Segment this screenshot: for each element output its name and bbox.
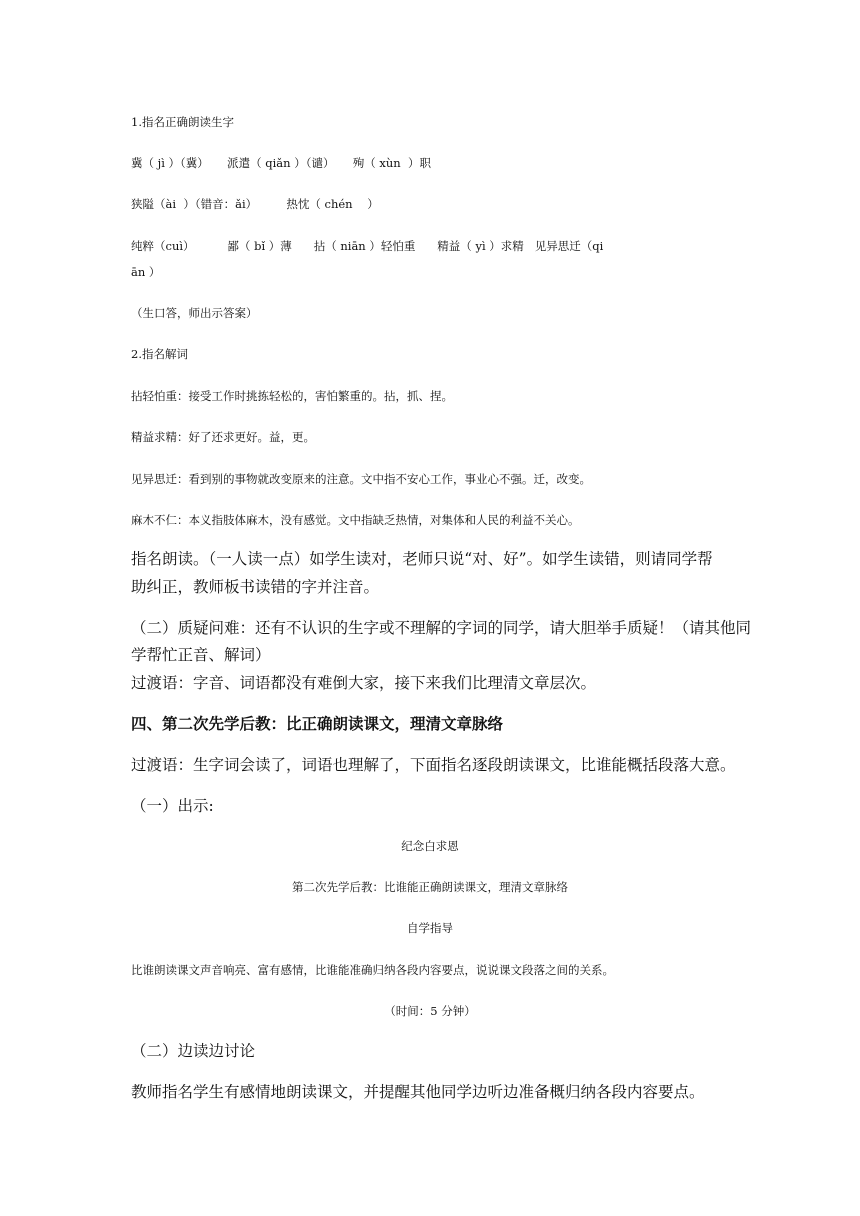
paragraph-3: 教师指名学生有感情地朗读课文，并提醒其他同学边听边准备概归纳各段内容要点。 — [131, 1083, 705, 1101]
definition-1: 拈轻怕重：接受工作时挑拣轻松的，害怕繁重的。拈，抓、捏。 — [131, 389, 453, 403]
subsection-1: （一）出示: — [131, 797, 214, 815]
paragraph-2-line-1: （二）质疑问难：还有不认识的生字或不理解的字词的同学，请大胆举手质疑！（请其他同 — [131, 619, 752, 637]
subsection-2: （二）边读边讨论 — [131, 1042, 256, 1060]
box-time: （时间：5 分钟） — [384, 1004, 476, 1018]
pinyin-row-3-continued: ān ） — [131, 265, 161, 279]
paragraph-1-line-2: 助纠正，教师板书读错的字并注音。 — [131, 578, 380, 596]
box-title: 纪念白求恩 — [401, 839, 459, 853]
heading-read-characters: 1.指名正确朗读生字 — [131, 115, 234, 129]
pinyin-row-2: 狭隘（ài ）（错音：ǎi） 热忱（ chén ） — [131, 197, 379, 211]
answer-note: （生口答，师出示答案） — [131, 306, 258, 320]
section-4-title: 四、第二次先学后教：比正确朗读课文，理清文章脉络 — [131, 714, 504, 733]
pinyin-row-1: 冀（ jì ）（冀） 派遣（ qiǎn ）（谴） 殉（ xùn ）职 — [131, 156, 431, 170]
box-heading: 自学指导 — [407, 921, 453, 935]
pinyin-row-3: 纯粹（cuì） 鄙（ bǐ ）薄 拈（ niān ）轻怕重 精益（ yì ）求精 见异思迁（qi — [131, 239, 604, 253]
transition-2: 过渡语：生字词会读了，词语也理解了，下面指名逐段朗读课文，比谁能概括段落大意。 — [131, 756, 736, 774]
transition-1: 过渡语：字音、词语都没有难倒大家，接下来我们比理清文章层次。 — [131, 674, 597, 692]
definition-3: 见异思迁：看到别的事物就改变原来的注意。文中指不安心工作，事业心不强。迁，改变。 — [131, 472, 591, 486]
definition-2: 精益求精：好了还求更好。益，更。 — [131, 430, 315, 444]
heading-explain-words: 2.指名解词 — [131, 347, 188, 361]
box-subtitle: 第二次先学后教：比谁能正确朗读课文，理清文章脉络 — [292, 880, 568, 894]
definition-4: 麻木不仁：本义指肢体麻木，没有感觉。文中指缺乏热情，对集体和人民的利益不关心。 — [131, 513, 580, 527]
paragraph-2-line-2: 学帮忙正音、解词） — [131, 646, 271, 664]
box-instruction: 比谁朗读课文声音响亮、富有感情，比谁能准确归纳各段内容要点，说说课文段落之间的关系。 — [131, 963, 614, 977]
paragraph-1-line-1: 指名朗读。（一人读一点）如学生读对，老师只说“对、好”。如学生读错，则请同学帮 — [131, 550, 713, 568]
